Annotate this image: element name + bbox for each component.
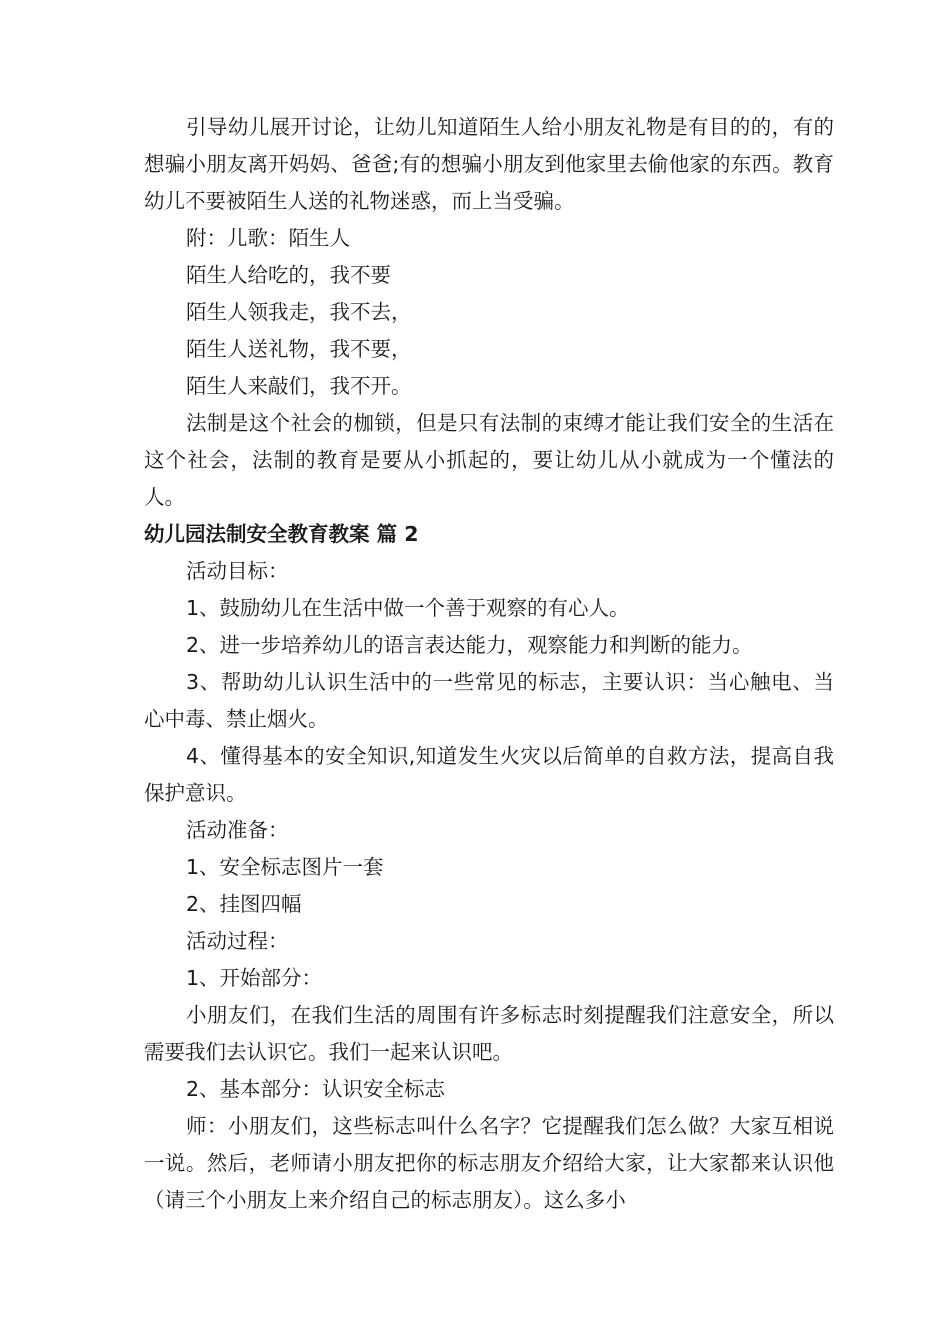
document-page (144, 109, 834, 1219)
song-line: 陌生人送礼物，我不要， (186, 337, 412, 361)
goal-item: 3、帮助幼儿认识生活中的一些常见的标志，主要认识：当心触电、当心中毒、禁止烟火。 (144, 670, 834, 731)
part1-text: 小朋友们，在我们生活的周围有许多标志时刻提醒我们注意安全，所以需要我们去认识它。我们一起来认识吧。 (144, 1003, 834, 1064)
part2-label: 2、基本部分：认识安全标志 (186, 1077, 446, 1101)
song-line: 陌生人给吃的，我不要 (186, 263, 391, 287)
song-title: 附：儿歌：陌生人 (186, 226, 350, 250)
process-label: 活动过程： (186, 929, 289, 953)
goal-item: 4、懂得基本的安全知识,知道发生火灾以后简单的自救方法，提高自我保护意识。 (144, 744, 834, 805)
prep-label: 活动准备： (186, 818, 289, 842)
paragraph-law: 法制是这个社会的枷锁，但是只有法制的束缚才能让我们安全的生活在这个社会，法制的教育是要从小抓起的，要让幼儿从小就成为一个懂法的人。 (144, 411, 834, 509)
prep-item: 1、安全标志图片一套 (186, 855, 384, 879)
goal-item: 2、进一步培养幼儿的语言表达能力，观察能力和判断的能力。 (186, 633, 753, 657)
song-line: 陌生人领我走，我不去， (186, 300, 412, 324)
part1-label: 1、开始部分： (186, 966, 323, 990)
goal-item: 1、鼓励幼儿在生活中做一个善于观察的有心人。 (186, 596, 630, 620)
section-heading: 幼儿园法制安全教育教案 篇 2 (144, 522, 419, 546)
song-line: 陌生人来敲们，我不开。 (186, 374, 412, 398)
prep-item: 2、挂图四幅 (186, 892, 302, 916)
part2-text: 师：小朋友们，这些标志叫什么名字？它提醒我们怎么做？大家互相说一说。然后，老师请小朋友把你的标志朋友介绍给大家，让大家都来认识他（请三个小朋友上来介绍自己的标志朋友）。这么多小 (144, 1114, 834, 1212)
paragraph-discussion: 引导幼儿展开讨论，让幼儿知道陌生人给小朋友礼物是有目的的，有的想骗小朋友离开妈妈、爸爸;有的想骗小朋友到他家里去偷他家的东西。教育幼儿不要被陌生人送的礼物迷惑，而上当受骗。 (144, 115, 834, 213)
goals-label: 活动目标： (186, 559, 289, 583)
